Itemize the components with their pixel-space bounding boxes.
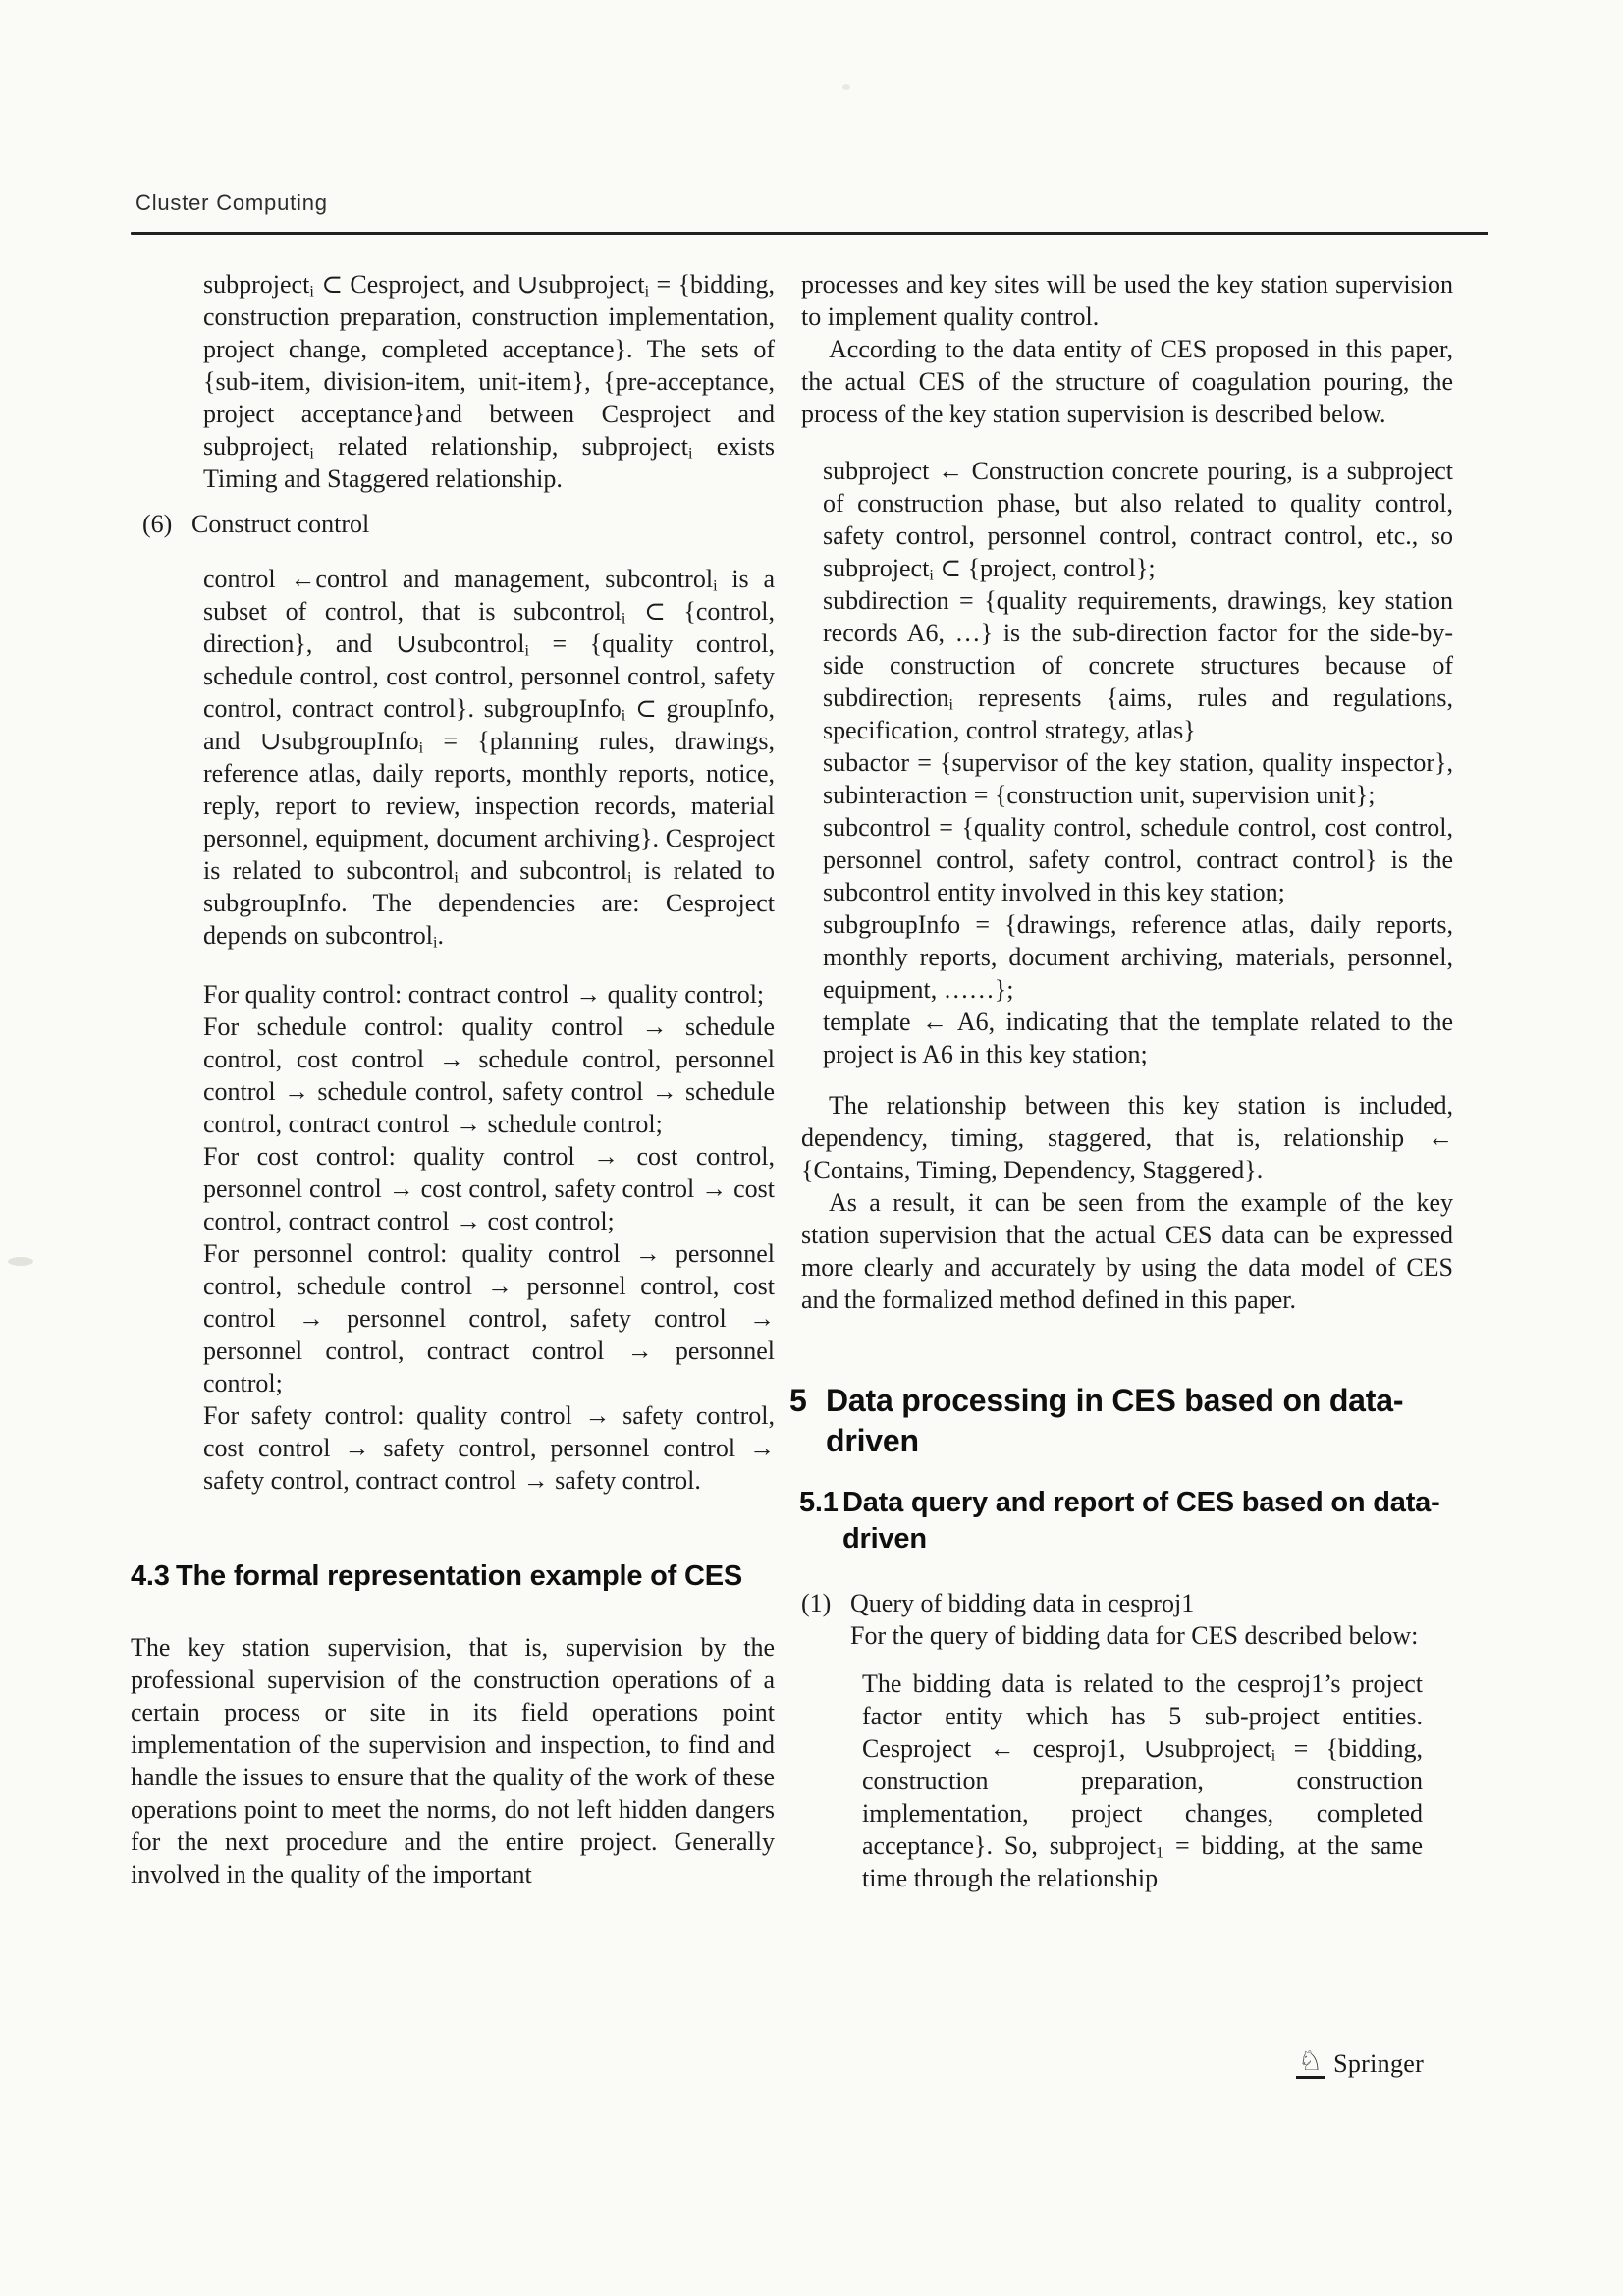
- scan-smudge: [8, 1257, 33, 1266]
- list-item-1-body: [850, 1587, 1418, 1652]
- list-item-6-label: Construct control: [191, 510, 370, 538]
- formal-statement-subproject: subproject ← Construction concrete pouring, is a subproject of construction phase, but also related to quality control, safety control, personnel control, contract control, etc., so subproject$_i$ ⊂ {project, control};: [823, 457, 1453, 584]
- springer-logo: [1296, 2047, 1424, 2079]
- formal-statement-subactor: subactor = {supervisor of the key station, quality inspector}, subinteraction = {construction unit, supervision unit};: [823, 748, 1453, 809]
- section-heading-4-3: [131, 1558, 775, 1594]
- paragraph-processes: processes and key sites will be used the key station supervision to implement quality control.: [801, 270, 1453, 331]
- section-heading-5-1-title: Data query and report of CES based on data-driven: [842, 1487, 1440, 1555]
- dependency-schedule: For schedule control: quality control → schedule control, cost control → schedule control, personnel control → schedule control, safety control → schedule control, contract control → schedule control;: [203, 1012, 775, 1138]
- paragraph-subproject-definition: subproject$_i$ ⊂ Cesproject, and ∪subproject$_i$ = {bidding, construction preparation, construction implementation, project change, completed acceptance}. The sets of {sub-item, division-item, unit-item}, {pre-acceptance, project acceptance}and between Cesproject and subproject$_i$ related relationship, subproject$_i$ exists Timing and Staggered relationship.: [203, 270, 775, 493]
- right-column: [789, 268, 1453, 1894]
- dependency-personnel: For personnel control: quality control → personnel control, schedule control → personnel control, cost control → personnel control, safety control → personnel control, contract control → personnel control;: [203, 1239, 775, 1397]
- paragraph-relationship: The relationship between this key station is included, dependency, timing, staggered, that is, relationship ← {Contains, Timing, Dependency, Staggered}.: [801, 1091, 1453, 1184]
- paragraph-key-station: The key station supervision, that is, supervision by the professional supervision of the construction operations of a certain process or site in its field operations point implementation of the supervision and inspection, to find and handle the issues to ensure that the quality of the work of these operations point to meet the norms, do not left hidden dangers for the next procedure and the entire project. Generally involved in the quality of the important: [131, 1633, 775, 1888]
- list-item-1-line2: For the query of bidding data for CES described below:: [850, 1621, 1419, 1650]
- formal-statement-template: template ← A6, indicating that the template related to the project is A6 in this key station;: [823, 1008, 1453, 1068]
- formal-statement-subcontrol: subcontrol = {quality control, schedule control, cost control, personnel control, safety control, contract control} is the subcontrol entity involved in this key station;: [823, 813, 1453, 906]
- left-column: [131, 268, 775, 1890]
- list-item-1-number: (1): [801, 1589, 832, 1617]
- section-heading-5-title: Data processing in CES based on data-driven: [826, 1383, 1404, 1458]
- springer-knight-icon: ♘: [1298, 2045, 1324, 2077]
- section-heading-5: [789, 1381, 1453, 1461]
- section-heading-4-3-title: The formal representation example of CES: [176, 1560, 742, 1592]
- list-item-1-line1: Query of bidding data in cesproj1: [850, 1589, 1195, 1617]
- dependency-statements: [203, 978, 775, 1497]
- paragraph-control-definition: control ←control and management, subcontrol$_i$ is a subset of control, that is subcontrol$_i$ ⊂ {control, direction}, and ∪subcontrol$_i$ = {quality control, schedule control, cost control, personnel control, safety control, contract control}. subgroupInfo$_i$ ⊂ groupInfo, and ∪subgroupInfo$_i$ = {planning rules, drawings, reference atlas, daily reports, monthly reports, notice, reply, report to review, inspection records, material personnel, equipment, document archiving}. Cesproject is related to subcontrol$_i$ and subcontrol$_i$ is related to subgroupInfo. The dependencies are: Cesproject depends on subcontrol$_i$.: [203, 565, 776, 952]
- section-heading-5-1-number: 5.1: [799, 1487, 839, 1518]
- paragraph-according: According to the data entity of CES proposed in this paper, the actual CES of the structure of coagulation pouring, the process of the key station supervision is described below.: [801, 335, 1453, 428]
- journal-running-head: Cluster Computing: [135, 191, 328, 215]
- springer-logo-text: Springer: [1333, 2050, 1425, 2078]
- paragraph-result: As a result, it can be seen from the example of the key station supervision that the actual CES data can be expressed more clearly and accurately by using the data model of CES and the formalized method defined in this paper.: [801, 1188, 1453, 1314]
- section-heading-5-number: 5: [789, 1383, 807, 1418]
- dependency-quality: For quality control: contract control → quality control;: [203, 980, 765, 1009]
- dependency-cost: For cost control: quality control → cost control, personnel control → cost control, safety control → cost control, contract control → cost control;: [203, 1142, 775, 1235]
- header-rule: [131, 232, 1488, 235]
- section-heading-5-1: [799, 1485, 1453, 1558]
- section-heading-4-3-number: 4.3: [131, 1560, 170, 1592]
- formal-statement-subdirection: subdirection = {quality requirements, drawings, key station records A6, …} is the sub-direction factor for the side-by-side construction of concrete structures because of subdirection$_i$ represents {aims, rules and regulations, specification, control strategy, atlas}: [823, 586, 1453, 744]
- dependency-safety: For safety control: quality control → safety control, cost control → safety control, personnel control → safety control, contract control → safety control.: [203, 1401, 775, 1495]
- paragraph-bidding: The bidding data is related to the cesproj1’s project factor entity which has 5 sub-project entities. Cesproject ← cesproj1, ∪subproject$_i$ = {bidding, construction preparation, construction implementation, project changes, completed acceptance}. So, subproject$_1$ = bidding, at the same time through the relationship: [862, 1669, 1423, 1892]
- formal-statement-subgroupinfo: subgroupInfo = {drawings, reference atlas, daily reports, monthly reports, document archiving, materials, personnel, equipment, ……};: [823, 910, 1453, 1004]
- list-item-1: [801, 1587, 1423, 1652]
- scan-speck: [842, 84, 850, 90]
- list-item-6: [131, 508, 775, 540]
- list-item-6-number: (6): [142, 510, 173, 538]
